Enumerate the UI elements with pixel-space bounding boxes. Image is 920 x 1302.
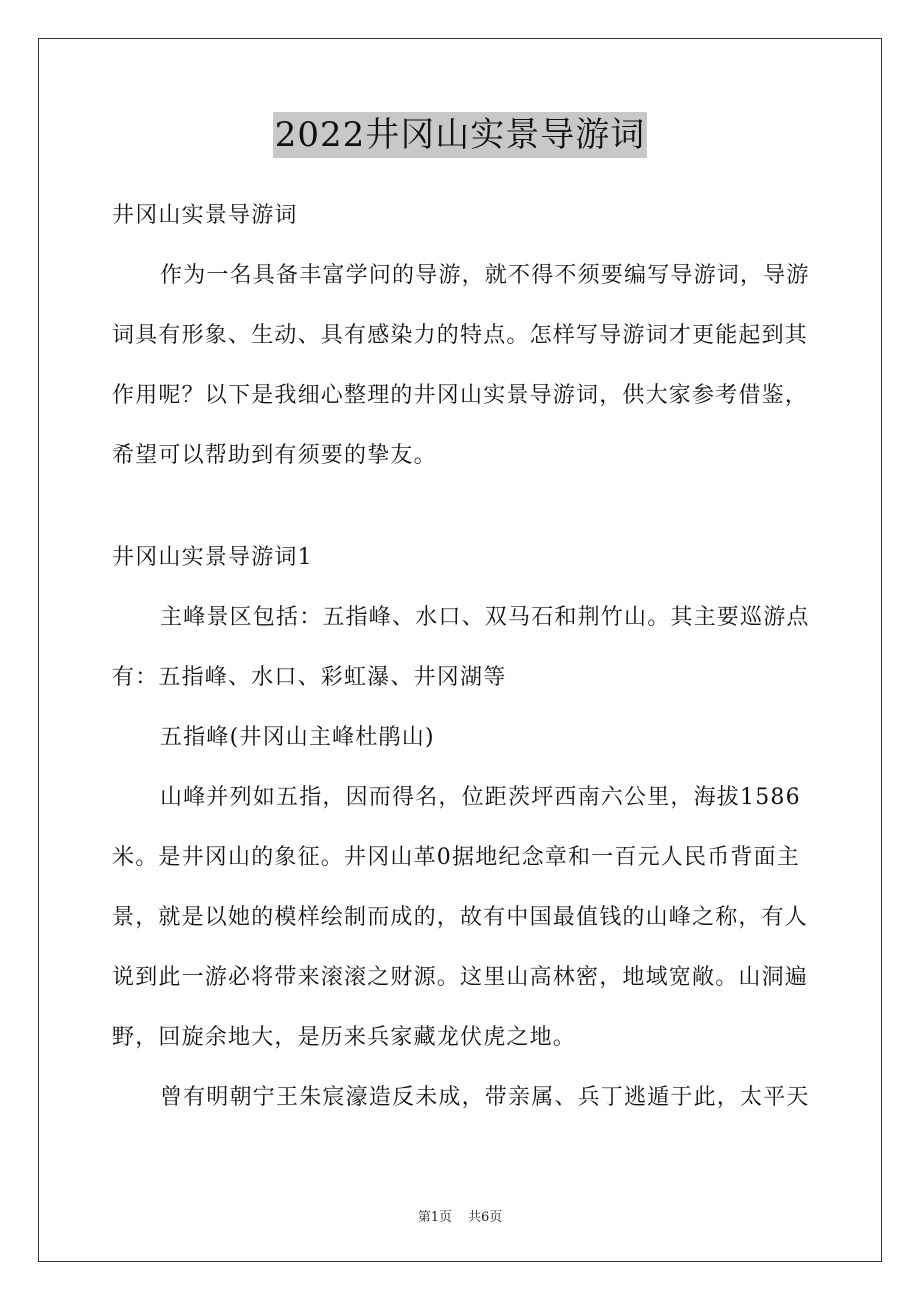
document-title: 2022井冈山实景导游词 [273, 112, 648, 158]
text-line: 有：五指峰、水口、彩虹瀑、井冈湖等 [112, 665, 507, 690]
text-line: 词具有形象、生动、具有感染力的特点。怎样写导游词才更能起到其 [112, 323, 809, 348]
section-heading: 井冈山实景导游词1 [112, 545, 313, 570]
intro-paragraph [112, 256, 812, 476]
document-body [112, 196, 812, 1118]
text-line: 山峰并列如五指，因而得名，位距茨坪西南六公里，海拔1586 [160, 785, 801, 810]
text-line: 作用呢？以下是我细心整理的井冈山实景导游词，供大家参考借鉴， [112, 383, 809, 408]
text-line: 曾有明朝宁王朱宸濠造反未成，带亲属、兵丁逃遁于此，太平天 [160, 1085, 810, 1110]
page-number: 第1页 [417, 1210, 452, 1225]
section-paragraph [112, 1078, 812, 1118]
section-subheading: 五指峰(井冈山主峰杜鹃山) [160, 725, 435, 750]
title-container [0, 112, 920, 158]
text-line: 景，就是以她的模样绘制而成的，故有中国最值钱的山峰之称，有人 [112, 905, 809, 930]
text-line: 主峰景区包括：五指峰、水口、双马石和荆竹山。其主要巡游点 [160, 605, 810, 630]
subtitle: 井冈山实景导游词 [112, 203, 298, 228]
text-line: 作为一名具备丰富学问的导游，就不得不须要编写导游词，导游 [160, 263, 810, 288]
section-paragraph [112, 778, 812, 1058]
text-line: 希望可以帮助到有须要的挚友。 [112, 443, 437, 468]
text-line: 野，回旋余地大，是历来兵家藏龙伏虎之地。 [112, 1025, 577, 1050]
page-footer [0, 1206, 920, 1225]
page-total: 共6页 [468, 1210, 503, 1225]
text-line: 说到此一游必将带来滚滚之财源。这里山高林密，地域宽敞。山洞遍 [112, 965, 809, 990]
text-line: 米。是井冈山的象征。井冈山革0据地纪念章和一百元人民币背面主 [112, 845, 800, 870]
section-paragraph [112, 598, 812, 698]
